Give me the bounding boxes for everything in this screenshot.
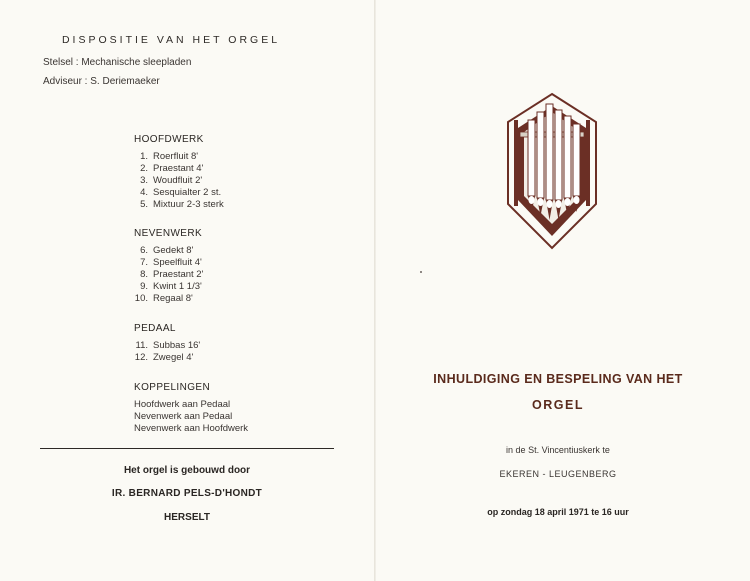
stop-item [134, 199, 224, 211]
adviseur-line: Adviseur : S. Deriemaeker [43, 76, 160, 87]
stop-item [134, 352, 200, 364]
stop-list [134, 340, 200, 364]
stop-list [134, 245, 203, 305]
builder-name: IR. BERNARD PELS-D'HONDT [111, 488, 263, 499]
stop-number: 5. [140, 199, 148, 210]
stop-item [134, 175, 224, 187]
builder-intro: Het orgel is gebouwd door [123, 465, 251, 476]
section-nevenwerk [134, 228, 203, 305]
builder-town: HERSELT [164, 512, 210, 523]
stop-number: 12. [134, 352, 148, 363]
right-page [376, 0, 750, 581]
stelsel-line: Stelsel : Mechanische sleepladen [43, 57, 192, 68]
section-heading: PEDAAL [134, 323, 176, 334]
stop-item [134, 281, 203, 293]
paper-speck [420, 271, 422, 273]
stop-item [134, 269, 203, 281]
stop-name: Praestant 4' [153, 163, 204, 174]
coupler-item: Nevenwerk aan Pedaal [134, 411, 233, 422]
section-heading: NEVENWERK [134, 228, 203, 239]
stop-number: 6. [140, 245, 148, 256]
stop-number: 10. [134, 293, 148, 304]
stop-number: 7. [140, 257, 148, 268]
coupler-item: Hoofdwerk aan Pedaal [134, 399, 231, 410]
place-line: EKEREN - LEUGENBERG [499, 469, 617, 479]
disposition-title: DISPOSITIE VAN HET ORGEL [61, 34, 281, 46]
stop-name: Roerfluit 8' [153, 151, 199, 162]
stop-item [134, 187, 224, 199]
stop-name: Gedekt 8' [153, 245, 194, 256]
stop-number: 11. [135, 340, 148, 351]
church-line: in de St. Vincentiuskerk te [506, 445, 610, 455]
stop-item [134, 245, 203, 257]
stop-number: 3. [140, 175, 148, 186]
event-title-orgel: ORGEL [532, 398, 584, 412]
stop-number: 9. [140, 281, 148, 292]
stop-name: Regaal 8' [153, 293, 193, 304]
section-heading: KOPPELINGEN [134, 382, 211, 393]
coupler-item: Nevenwerk aan Hoofdwerk [134, 423, 249, 434]
stop-number: 4. [140, 187, 148, 198]
event-date: op zondag 18 april 1971 te 16 uur [487, 507, 629, 517]
stop-name: Subbas 16' [153, 340, 201, 351]
stop-name: Woudfluit 2' [153, 175, 203, 186]
stop-name: Speelfluit 4' [153, 257, 202, 268]
organ-pipes-icon [506, 92, 598, 252]
coupler-list [134, 399, 248, 435]
stop-number: 1. [140, 151, 148, 162]
section-hoofdwerk [134, 134, 224, 211]
stop-name: Praestant 2' [153, 269, 204, 280]
stop-name: Mixtuur 2-3 sterk [153, 199, 224, 210]
stop-name: Sesquialter 2 st. [153, 187, 222, 198]
left-page [0, 0, 374, 581]
section-heading: HOOFDWERK [134, 134, 204, 145]
section-pedaal [134, 323, 200, 364]
stop-item [134, 340, 200, 352]
stop-number: 2. [140, 163, 148, 174]
stop-list [134, 151, 224, 211]
stop-item [134, 151, 224, 163]
stop-item [134, 163, 224, 175]
stop-number: 8. [140, 269, 148, 280]
divider-rule [40, 448, 334, 449]
stop-item [134, 293, 203, 305]
stop-name: Kwint 1 1/3' [153, 281, 202, 292]
stop-item [134, 257, 203, 269]
section-koppelingen [134, 382, 248, 435]
event-title: INHULDIGING EN BESPELING VAN HET [433, 372, 683, 386]
stop-name: Zwegel 4' [153, 352, 194, 363]
